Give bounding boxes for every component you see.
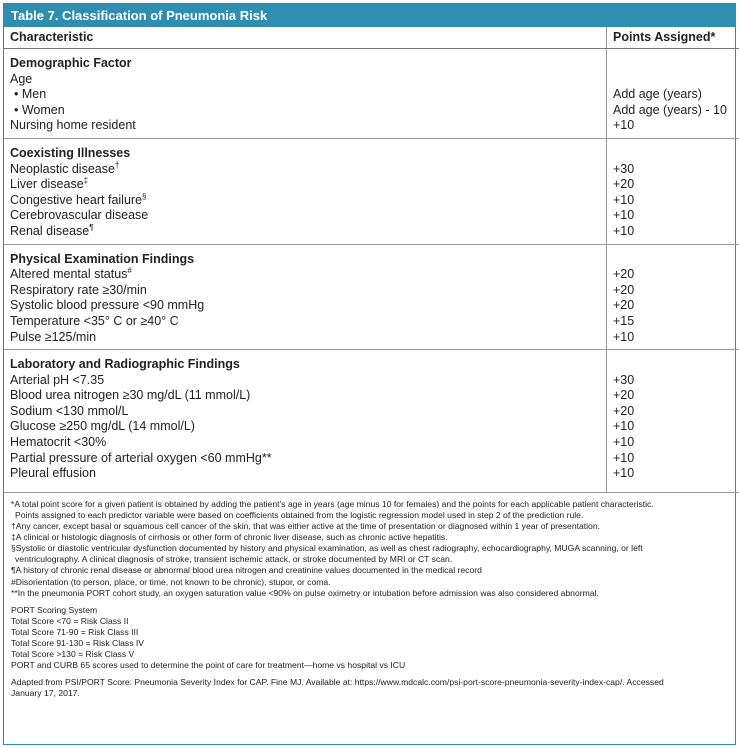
row-label: • Men (14, 87, 47, 102)
row-points: +10 (613, 435, 635, 450)
column-header-characteristic: Characteristic (4, 27, 607, 49)
table-title: Table 7. Classification of Pneumonia Risk (4, 4, 735, 27)
row-label: Glucose ≥250 mg/dL (14 mmol/L) (10, 419, 195, 434)
table-card (3, 3, 736, 745)
row-points: +10 (613, 208, 635, 223)
row-label: Partial pressure of arterial oxygen <60 mmHg** (10, 450, 272, 465)
row-label: Respiratory rate ≥30/min (10, 282, 147, 297)
scoring-title: PORT Scoring System (11, 604, 98, 615)
footnote-pilcrow: ¶A history of chronic renal disease or abnormal blood urea nitrogen and creatinine values documented in the medical record (11, 565, 482, 576)
source-citation-cont: January 17, 2017. (11, 688, 80, 699)
section-coexisting-illnesses (4, 138, 739, 244)
scoring-line: Total Score 91-130 = Risk Class IV (11, 637, 145, 648)
row-points: Add age (years) - 10 (613, 102, 727, 117)
row-label: Blood urea nitrogen ≥30 mg/dL (11 mmol/L) (10, 388, 251, 403)
footnote-star: *A total point score for a given patient is obtained by adding the patient's age in years (age minus 10 for females) and the points for each applicable patient characteristic. (11, 498, 654, 509)
scoring-line: Total Score >130 = Risk Class V (11, 649, 135, 660)
row-points: +20 (613, 282, 635, 297)
row-label: Arterial pH <7.35 (10, 372, 105, 387)
footnote-hash: #Disorientation (to person, place, or time, not known to be chronic), stupor, or coma. (11, 576, 331, 587)
row-label: Renal disease (10, 223, 90, 238)
row-label: Pleural effusion (10, 466, 96, 481)
row-points: +20 (613, 403, 635, 418)
scoring-line: Total Score 71-90 = Risk Class III (11, 626, 139, 637)
row-label: Pulse ≥125/min (10, 329, 97, 344)
row-label: Neoplastic disease (10, 161, 115, 176)
footnote-mark: ‡ (83, 176, 89, 185)
section-title: Physical Examination Findings (10, 251, 195, 266)
scoring-line: PORT and CURB 65 scores used to determine the point of care for treatment—home vs hospital vs ICU (11, 660, 406, 671)
row-points: +20 (613, 177, 635, 192)
row-label: Nursing home resident (10, 118, 136, 133)
section-title: Coexisting Illnesses (10, 145, 131, 160)
table-header-row (4, 27, 739, 49)
row-points: +20 (613, 388, 635, 403)
row-points: +30 (613, 372, 635, 387)
row-points: +10 (613, 466, 635, 481)
footnote-mark: ¶ (89, 222, 94, 232)
row-label: Liver disease (10, 177, 84, 192)
section-title: Demographic Factor (10, 56, 132, 70)
risk-table (4, 27, 739, 493)
source-citation: Adapted from PSI/PORT Score: Pneumonia Severity Index for CAP. Fine MJ. Available at: https://www.mdcalc.com/psi-port-score-pneumonia-severity-index-cap/. Accessed (11, 677, 664, 688)
row-points: +10 (613, 329, 635, 344)
scoring-line: Total Score <70 = Risk Class II (11, 615, 129, 626)
section-physical-exam (4, 244, 739, 350)
row-points: +15 (613, 313, 635, 328)
row-label: Hematocrit <30% (10, 435, 107, 450)
row-label: Systolic blood pressure <90 mmHg (10, 298, 205, 313)
section-title: Laboratory and Radiographic Findings (10, 357, 240, 372)
column-header-points: Points Assigned* (607, 27, 739, 49)
footnote-star-cont: Points assigned to each predictor variable were based on coefficients obtained from the logistic regression model used in step 2 of the prediction rule. (15, 509, 584, 520)
row-label: Age (10, 71, 33, 86)
footnote-mark: # (127, 265, 132, 275)
row-points: +20 (613, 298, 635, 313)
footnotes (4, 493, 735, 700)
footnote-dagger: †Any cancer, except basal or squamous cell cancer of the skin, that was either active at the time of presentation or diagnosed within 1 year of presentation. (11, 521, 601, 532)
row-points: +10 (613, 450, 635, 465)
row-label: Temperature <35° C or ≥40° C (10, 313, 179, 328)
row-points: +10 (613, 223, 635, 238)
footnote-double-dagger: ‡A clinical or histologic diagnosis of cirrhosis or other form of chronic liver disease, such as chronic active hepatitis. (11, 532, 448, 543)
row-points: +10 (613, 192, 635, 207)
row-label: Congestive heart failure (10, 192, 143, 207)
footnote-mark: § (142, 191, 147, 201)
row-points: +30 (613, 161, 635, 176)
row-points: Add age (years) (613, 87, 702, 102)
footnote-mark: † (114, 160, 120, 170)
footnote-section-cont: ventriculography. A clinical diagnosis of stroke, transient ischemic attack, or stroke documented by MRI or CT scan. (15, 554, 453, 565)
footnote-section: §Systolic or diastolic ventricular dysfunction documented by history and physical examination, as well as chest radiography, echocardiography, MUGA scanning, or left (11, 543, 643, 554)
row-points: +20 (613, 267, 635, 282)
row-label: Cerebrovascular disease (10, 208, 149, 223)
row-points: +10 (613, 419, 635, 434)
footnote-double-star: **In the pneumonia PORT cohort study, an oxygen saturation value <90% on pulse oximetry or intubation before admission was also considered abnormal. (11, 587, 599, 598)
row-label: • Women (14, 102, 65, 117)
row-label: Sodium <130 mmol/L (10, 403, 129, 418)
section-lab-radiographic (4, 350, 739, 493)
row-points: +10 (613, 118, 635, 133)
row-label: Altered mental status (10, 267, 128, 282)
section-demographic (4, 49, 739, 139)
